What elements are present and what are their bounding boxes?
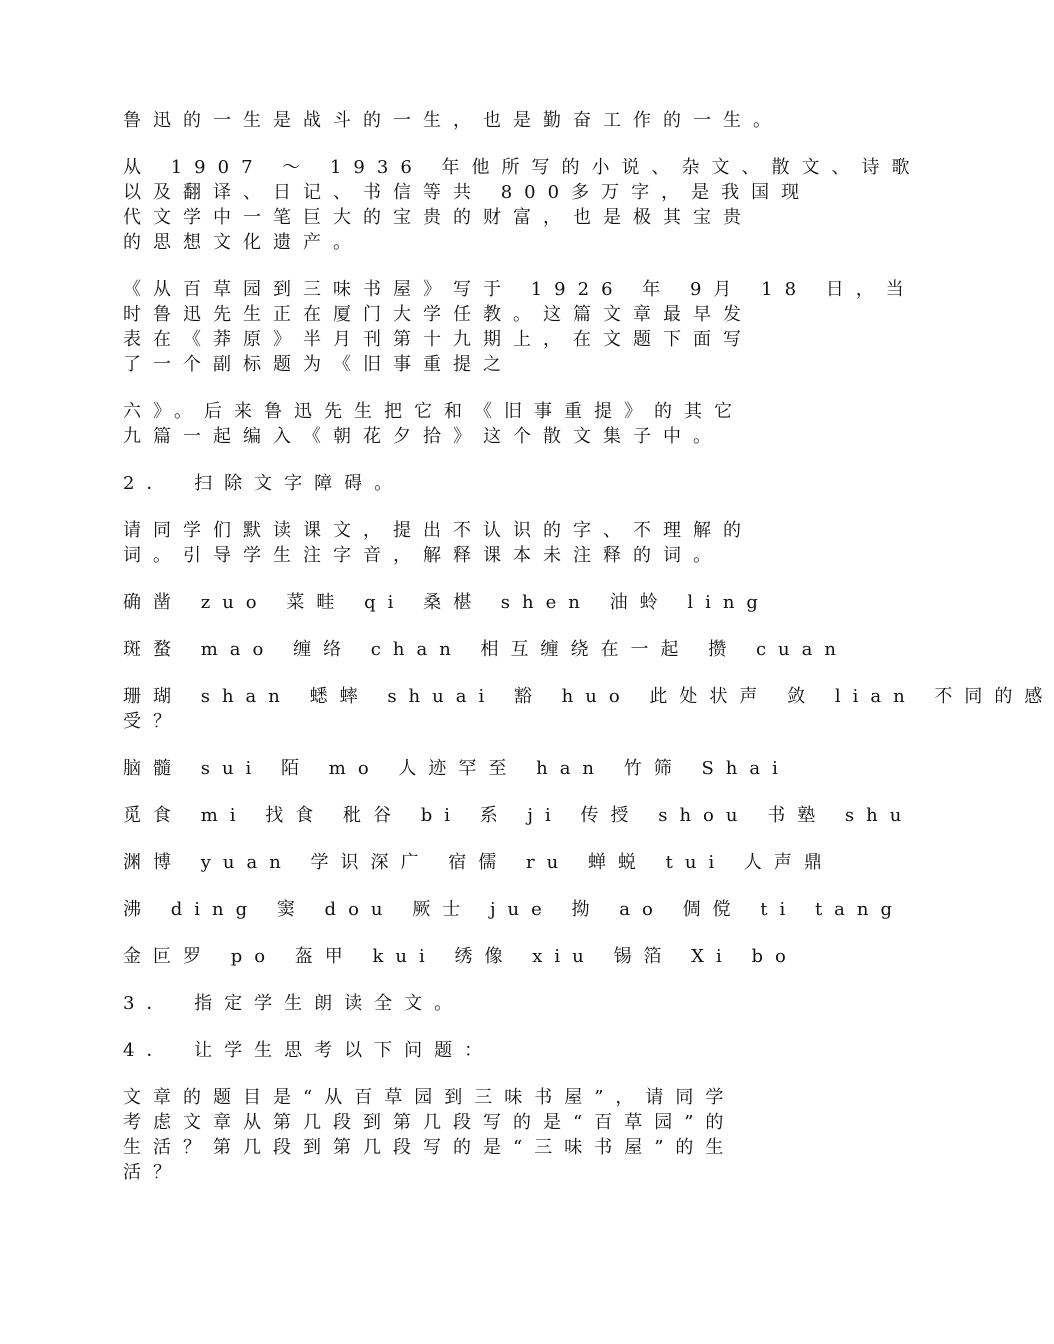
text-line: 考虑文章从第几段到第几段写的是“百草园”的 <box>123 1112 736 1133</box>
vocab-line <box>123 684 1054 734</box>
text-line: 请同学们默读课文，提出不认识的字、不理解的 <box>123 520 753 541</box>
document-page <box>123 108 1054 1207</box>
vocab-line <box>123 850 834 875</box>
text-line: 斑蝥 mao 缠络 chan 相互缠绕在一起 攒 cuan <box>123 639 848 660</box>
text-line: 以及翻译、日记、书信等共 800多万字，是我国现 <box>123 182 812 203</box>
text-line: 4． 让学生思考以下问题： <box>123 1040 495 1061</box>
text-line: 了一个副标题为《旧事重提之 <box>123 354 513 375</box>
heading-step-3 <box>123 991 823 1016</box>
heading-step-4 <box>123 1038 823 1063</box>
text-line: 词。引导学生注字音，解释课本未注释的词。 <box>123 545 723 566</box>
text-line: 珊瑚 shan 蟋蟀 shuai 豁 huo 此处状声 敛 lian 不同的感 <box>123 686 1054 707</box>
vocab-line <box>123 803 914 828</box>
paragraph-intro <box>123 108 823 133</box>
heading-step-2 <box>123 471 823 496</box>
vocab-line <box>123 637 848 662</box>
text-line: 脑髓 sui 陌 mo 人迹罕至 han 竹筛 Shai <box>123 758 790 779</box>
text-line: 渊博 yuan 学识深广 宿儒 ru 蝉蜕 tui 人声鼎 <box>123 852 834 873</box>
text-line: 的思想文化遗产。 <box>123 232 363 253</box>
paragraph-reading <box>123 518 823 568</box>
text-line: 六》。后来鲁迅先生把它和《旧事重提》的其它 <box>123 401 744 422</box>
text-line: 确凿 zuo 菜畦 qi 桑椹 shen 油蛉 ling <box>123 592 770 613</box>
text-line: 时鲁迅先生正在厦门大学任教。这篇文章最早发 <box>123 304 753 325</box>
text-line: 鲁迅的一生是战斗的一生，也是勤奋工作的一生。 <box>123 110 783 131</box>
text-line: 《从百草园到三味书屋》写于 1926 年 9月 18 日，当 <box>123 279 916 300</box>
vocab-line <box>123 590 823 615</box>
paragraph-works <box>123 155 922 255</box>
paragraph-collection <box>123 399 823 449</box>
text-line: 表在《莽原》半月刊第十九期上，在文题下面写 <box>123 329 753 350</box>
text-line: 代文学中一笔巨大的宝贵的财富，也是极其宝贵 <box>123 207 753 228</box>
text-line: 生活？第几段到第几段写的是“三味书屋”的生 <box>123 1137 736 1158</box>
paragraph-question <box>123 1085 823 1185</box>
text-line: 3． 指定学生朗读全文。 <box>123 993 465 1014</box>
text-line: 沸 ding 窦 dou 厥士 jue 拗 ao 倜傥 ti tang <box>123 899 905 920</box>
paragraph-background <box>123 277 916 377</box>
text-line: 活？ <box>123 1162 183 1183</box>
vocab-line <box>123 897 905 922</box>
text-line: 受？ <box>123 711 183 732</box>
text-line: 九篇一起编入《朝花夕拾》这个散文集子中。 <box>123 426 723 447</box>
text-line: 金叵罗 po 盔甲 kui 绣像 xiu 锡箔 Xi bo <box>123 946 798 967</box>
text-line: 文章的题目是“从百草园到三味书屋”，请同学 <box>123 1087 736 1108</box>
text-line: 觅食 mi 找食 秕谷 bi 系 ji 传授 shou 书塾 shu <box>123 805 914 826</box>
vocab-line <box>123 944 823 969</box>
vocab-line <box>123 756 823 781</box>
text-line: 从 1907 ～ 1936 年他所写的小说、杂文、散文、诗歌 <box>123 157 922 178</box>
text-line: 2． 扫除文字障碍。 <box>123 473 405 494</box>
